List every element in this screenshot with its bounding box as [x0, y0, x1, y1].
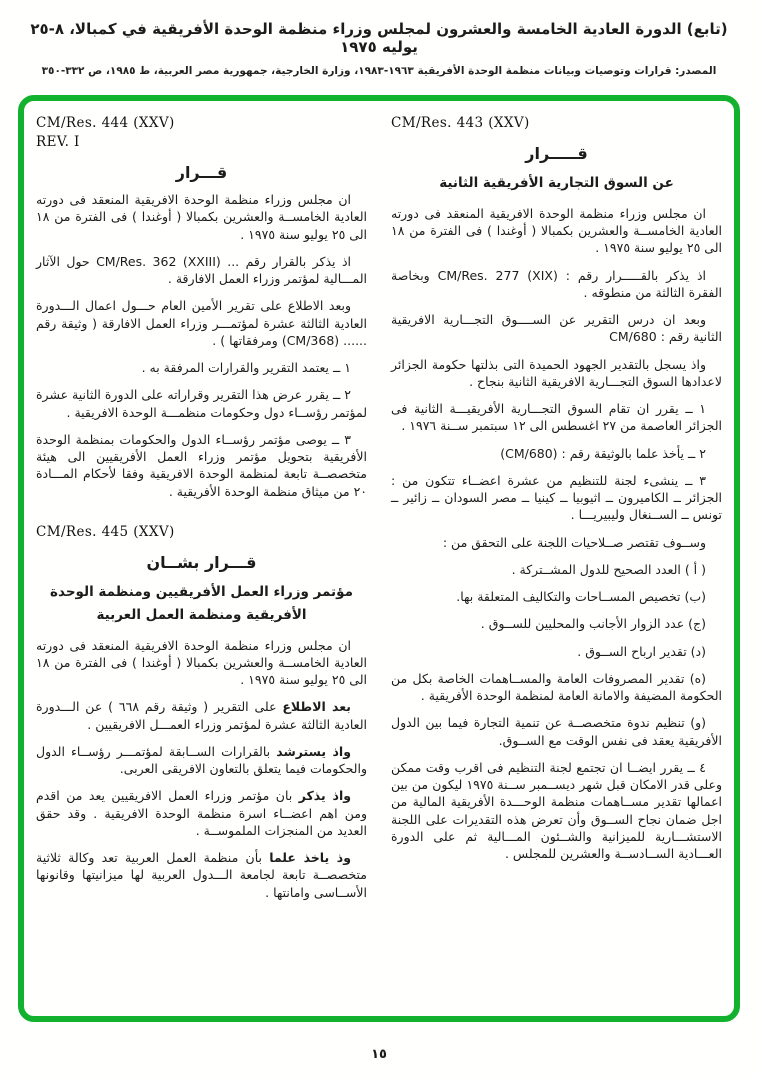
- two-column-layout: [36, 115, 722, 1008]
- resolution-444-body: [36, 191, 367, 500]
- paragraph: ان مجلس وزراء منظمة الوحدة الافريقية المنعقد فى دورته العادية الخامســة والعشرين بكمبالا ( أوغندا ) فى الفترة من ١٨ الى ٢٥ يوليو سنة ١٩٧٥ .: [36, 637, 367, 688]
- section-divider-space: [36, 510, 367, 524]
- resolution-445-ref: CM/Res. 445 (XXV): [36, 523, 175, 540]
- resolution-444-ref: CM/Res. 444 (XXV): [36, 115, 175, 131]
- paragraph-lead: واذ يسترشد: [276, 743, 351, 759]
- paragraph: وبعد ان درس التقرير عن الســــوق التجـــارية الافريقية الثانية رقم : ‎CM/680‎: [391, 312, 722, 345]
- paragraph: واذ يسترشد بالقرارات الســابقة لمؤتمـــر رؤســاء الدول والحكومات فيما يتعلق بالتعاون الافريقى العربى.: [36, 743, 367, 777]
- resolution-445-subtitle-line2: الأفريقية ومنظمة العمل العربية: [96, 606, 307, 623]
- paragraph-lead: واذ يذكر: [298, 788, 352, 804]
- resolution-444-heading: قـــرار: [175, 163, 228, 182]
- paragraph: ٢ ــ يأخذ علما بالوثيقة رقم : ‎(CM/680)‎: [500, 445, 706, 461]
- paragraph: ٢ ــ يقرر عرض هذا التقرير وقراراته على الدورة الثانية عشرة لمؤتمر رؤســاء دول وحكومات منظمـــة الوحدة الافريقية .: [36, 387, 367, 420]
- paragraph: واذ يسجل بالتقدير الجهود الحميدة التى بذلتها حكومة الجزائر لاعدادها السوق التجـــارية الافريقية الثانية بنجاح .: [391, 356, 722, 389]
- content-frame: [18, 95, 740, 1022]
- resolution-445-section: [36, 524, 367, 901]
- resolution-445-body: [36, 637, 367, 901]
- paragraph: وســوف تقتصر صــلاحيات اللجنة على التحقق من :: [442, 534, 706, 550]
- resolution-443-section: [391, 115, 722, 1008]
- paragraph: اذ يذكر بالقرار رقم ... ‎CM/Res. 362 (XXIII)‎ حول الآثار المـــالية لمؤتمر وزراء العمل الافارقة .: [36, 253, 367, 286]
- page-header: [10, 20, 748, 77]
- paragraph: اذ يذكر بالقـــــرار رقم : ‎CM/Res. 277 (XIX)‎ وبخاصة الفقرة الثالثة من منطوقه .: [391, 267, 722, 300]
- paragraph: ان مجلس وزراء منظمة الوحدة الافريقية المنعقد فى دورته العادية الخامســة والعشرين بكمبالا ( أوغندا ) فى الفترة من ١٨ الى ٢٥ يوليو سنة ١٩٧٥ .: [36, 192, 367, 242]
- left-column: [36, 115, 367, 1008]
- paragraph: (ج) عدد الزوار الأجانب والمحليين للســوق .: [480, 616, 706, 632]
- paragraph: ١ ــ يقرر ان تقام السوق التجـــارية الأفريقيـــة الثانية فى الجزائر العاصمة من ٢٧ اغسطس الى ١٢ سبتمبر ســنة ١٩٧٦ .: [391, 401, 722, 434]
- paragraph: ان مجلس وزراء منظمة الوحدة الافريقية المنعقد فى دورته العادية الخامســة والعشرين بكمبالا ( أوغندا ) فى الفترة من ١٨ الى ٢٥ يوليو سنة ١٩٧٥ .: [391, 205, 722, 256]
- paragraph: (ه) تقدير المصروفات العامة والمســاهمات الخاصة بكل من الحكومة المضيفة والامانة العامة لمنظمة الوحدة الأفريقية .: [391, 670, 722, 704]
- paragraph: ٤ ــ يقرر ايضــا ان تجتمع لجنة التنظيم فى اقرب وقت ممكن وعلى قدر الامكان قبل شهر ديســمبر ســنة ١٩٧٥ ليكون من بين اعمالها تقدير مســاهمات منظمة الوحـــدة الأفريقية المالية من اجل ضمان نجاح الســوق وأن تعرض هذه التقديرات على اللجنة الاستشـــارية للميزانية والشــئون المـــالية ثم على الدورة العـــادية الســادســة والعشرين للمجلس .: [391, 759, 722, 862]
- source-citation: المصدر: قرارات وتوصيات وبيانات منظمة الوحدة الأفريقية ١٩٦٣-١٩٨٣، وزارة الخارجية، جمهورية مصر العربية، ط ١٩٨٥، ص ٣٣٢-٣٥٠: [41, 65, 717, 77]
- paragraph: وذ ياخذ علما بأن منظمة العمل العربية تعد وكالة ثلاثية متخصصــة تابعة لجامعة الـــدول العربية لها ميزانيتها وقانونها الأســاسى وامانتها .: [36, 850, 367, 900]
- paragraph: (و) تنظيم ندوة متخصصــة عن تنمية التجارة فيما بين الدول الأفريقية يعقد فى نفس الوقت مع الســوق.: [391, 715, 722, 748]
- paragraph: ٣ ــ ينشىء لجنة للتنظيم من عشرة اعضــاء تتكون من : الجزائر ــ الكاميرون ــ اثيوبيا ــ كينيا ــ مصر السودان ــ زائير ــ تونس ــ الســنغال وليبيريـــا .: [391, 472, 722, 523]
- paragraph: بعد الاطلاع على التقرير ( وثيقة رقم ٦٦٨ ) عن الـــدورة العادية الثالثة عشرة لمؤتمر وزراء العمـــل الافريقيين .: [36, 699, 367, 732]
- paragraph: واذ يذكر بان مؤتمر وزراء العمل الافريقيين يعد من اقدم ومن اهم اعضــاء اسرة منظمة الوحدة الافريقية . وقد حقق العديد من المنجزات الملموســة .: [36, 788, 367, 838]
- resolution-443-ref: CM/Res. 443 (XXV): [391, 115, 530, 131]
- paragraph: (ب) تخصيص المســاحات والتكاليف المتعلقة بها.: [456, 589, 706, 605]
- resolution-444-revision: REV. I: [36, 134, 80, 150]
- paragraph: ( أ ) العدد الصحيح للدول المشــتركة .: [511, 561, 706, 577]
- resolution-445-subtitle-line1: مؤتمر وزراء العمل الأفريقيين ومنظمة الوحدة: [50, 583, 353, 600]
- paragraph: ٣ ــ يوصى مؤتمر رؤســاء الدول والحكومات بمنظمة الوحدة الأفريقية بتحويل مؤتمر وزراء العمل الأفريقيين الى هيئة متخصصــة تابعة لمنظمة الوحدة الافريقية وفقا لأحكام المـــادة ٢٠ من ميثاق منظمة الوحدة الأفريقية .: [36, 431, 367, 499]
- paragraph: ١ ــ يعتمد التقرير والقرارات المرفقة به .: [141, 360, 351, 375]
- resolution-445-heading: قـــرار بشــان: [146, 552, 257, 572]
- resolution-443-subtitle: عن السوق التجارية الأفريقية الثانية: [439, 175, 674, 191]
- resolution-444-section: [36, 115, 367, 500]
- paragraph-lead: بعد الاطلاع: [282, 699, 351, 715]
- paragraph: وبعد الاطلاع على تقرير الأمين العام حـــول اعمال الـــدورة العادية الثالثة عشرة لمؤتمـــر وزراء العمل الافارقة ( وثيقة رقم ...... ‎(CM/368)‎ ومرفقاتها ) .: [36, 298, 367, 348]
- session-title: (تابع) الدورة العادية الخامسة والعشرون لمجلس وزراء منظمة الوحدة الأفريقية في كمبالا، ٨-٢٥ يوليه ١٩٧٥: [30, 20, 728, 56]
- page-number: ١٥: [371, 1047, 387, 1062]
- paragraph: (د) تقدير ارباح الســوق .: [577, 643, 706, 659]
- resolution-443-body: [391, 205, 722, 863]
- paragraph-lead: وذ ياخذ علما: [269, 850, 351, 866]
- resolution-443-heading: قـــــرار: [525, 144, 588, 163]
